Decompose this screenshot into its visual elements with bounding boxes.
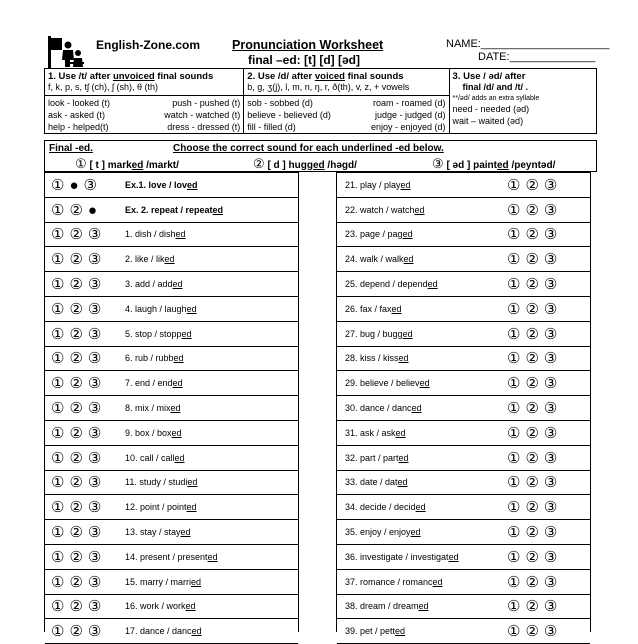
item-word: 4. laugh / laugh <box>125 303 187 314</box>
item-word: 24. walk / walk <box>345 254 404 265</box>
item-word: 34. decide / decid <box>345 502 416 513</box>
item-text <box>345 229 413 239</box>
answer-circles[interactable]: ①②③ <box>51 251 107 269</box>
answer-circles[interactable]: ①②③ <box>507 598 563 616</box>
item-text <box>125 453 185 463</box>
item-ending: ed <box>395 427 406 438</box>
rule-ed <box>450 69 596 133</box>
rule-example: wait – waited (əd) <box>452 116 524 126</box>
item-word: 31. ask / ask <box>345 427 396 438</box>
table-row <box>337 396 590 421</box>
rules-table <box>44 68 597 134</box>
item-word: 12. point / point <box>125 502 187 513</box>
table-row <box>337 520 590 545</box>
answer-circles[interactable]: ①②③ <box>51 226 107 244</box>
table-row <box>45 223 298 248</box>
answer-circles[interactable]: ①②③ <box>507 276 563 294</box>
table-row <box>45 570 298 595</box>
item-word: 30. dance / danc <box>345 403 412 414</box>
answer-circles[interactable]: ①②③ <box>51 499 107 517</box>
date-field[interactable]: DATE:______________ <box>478 51 596 63</box>
answer-circles[interactable]: ①②● <box>51 201 102 219</box>
table-row <box>45 545 298 570</box>
item-text <box>125 403 181 413</box>
table-row <box>337 446 590 471</box>
answer-circles[interactable]: ①②③ <box>507 201 563 219</box>
item-ending: ed <box>391 303 402 314</box>
rule-unvoiced <box>45 69 244 133</box>
item-word: 39. pet / pett <box>345 626 396 637</box>
answer-circles[interactable]: ①②③ <box>51 375 107 393</box>
item-word: 3. add / add <box>125 279 173 290</box>
item-text <box>345 254 414 264</box>
item-ending: ed <box>187 179 198 190</box>
rule-example-row <box>48 122 240 133</box>
rule-heading: 1. Use /t/ after unvoiced final sounds <box>48 71 214 82</box>
instructions-box <box>44 140 597 172</box>
item-text <box>125 205 223 215</box>
table-row <box>45 198 298 223</box>
item-text <box>345 304 402 314</box>
item-ending: ed <box>410 527 421 538</box>
worksheet-subtitle: final –ed: [t] [d] [əd] <box>248 53 360 67</box>
table-row <box>45 347 298 372</box>
item-ending: ed <box>187 477 198 488</box>
answer-circles[interactable]: ①②③ <box>51 474 107 492</box>
item-word: 27. bug / bugg <box>345 328 403 339</box>
table-row <box>45 495 298 520</box>
item-ending: ed <box>172 378 183 389</box>
answer-circles[interactable]: ①②③ <box>51 524 107 542</box>
table-row <box>337 223 590 248</box>
item-word: 2. like / lik <box>125 254 165 265</box>
item-ending: ed <box>448 551 459 562</box>
rule-example: push - pushed (t) <box>172 98 241 108</box>
item-word: 7. end / end <box>125 378 173 389</box>
item-ending: ed <box>402 229 413 240</box>
rule-sounds: b, g, ʒ(j), l, m, n, ŋ, r, ð(th), v, z, + vowels <box>244 82 448 96</box>
item-word: 15. marry / marri <box>125 576 192 587</box>
item-word: 29. believe / believ <box>345 378 420 389</box>
item-ending: ed <box>402 328 413 339</box>
item-word: 13. stay / stay <box>125 527 181 538</box>
item-word: 35. enjoy / enjoy <box>345 527 411 538</box>
item-word: 32. part / part <box>345 452 399 463</box>
table-row <box>45 173 298 198</box>
rule-heading: 2. Use /d/ after voiced final sounds <box>247 71 404 82</box>
right-items-table <box>336 172 591 641</box>
rule-example: sob - sobbed (d) <box>247 98 313 108</box>
name-field[interactable]: NAME:_____________________ <box>446 38 610 50</box>
item-text <box>125 254 175 264</box>
answer-circles[interactable]: ①②③ <box>51 325 107 343</box>
answer-circles[interactable]: ①②③ <box>507 524 563 542</box>
item-ending: ed <box>398 353 409 364</box>
item-word: 8. mix / mix <box>125 403 171 414</box>
item-text <box>345 205 425 215</box>
table-row <box>337 471 590 496</box>
answer-circles[interactable]: ①②③ <box>507 300 563 318</box>
item-word: 16. work / work <box>125 601 186 612</box>
answer-circles[interactable]: ①②③ <box>51 598 107 616</box>
item-text <box>125 378 183 388</box>
answer-circles[interactable]: ①②③ <box>507 548 563 566</box>
rule-example-row <box>247 98 445 109</box>
item-text <box>345 453 409 463</box>
table-row <box>45 272 298 297</box>
item-text <box>125 577 201 587</box>
item-ending: ed <box>191 626 202 637</box>
table-row <box>337 595 590 620</box>
table-row <box>45 471 298 496</box>
item-text <box>345 527 421 537</box>
answer-circles[interactable]: ①②③ <box>507 176 563 194</box>
table-row <box>45 371 298 396</box>
item-text <box>345 502 426 512</box>
teacher-student-logo-icon <box>48 36 84 68</box>
item-ending: ed <box>432 576 443 587</box>
item-text <box>345 329 413 339</box>
item-word: 25. depend / depend <box>345 279 428 290</box>
item-ending: ed <box>397 477 408 488</box>
item-ending: ed <box>191 576 202 587</box>
site-name: English-Zone.com <box>96 38 201 52</box>
rule-voiced <box>244 69 449 133</box>
item-text <box>125 502 197 512</box>
table-row <box>45 247 298 272</box>
item-text <box>125 626 202 636</box>
item-text <box>125 428 182 438</box>
item-ending: ed <box>164 254 175 265</box>
item-text <box>125 180 198 190</box>
item-ending: ed <box>180 527 191 538</box>
table-row <box>45 619 298 644</box>
table-row <box>45 520 298 545</box>
item-text <box>345 577 443 587</box>
rule-example-row <box>48 110 240 121</box>
answer-circles[interactable]: ①②③ <box>507 350 563 368</box>
answer-circles[interactable]: ①②③ <box>507 375 563 393</box>
table-row <box>45 446 298 471</box>
table-row <box>45 297 298 322</box>
item-text <box>125 229 186 239</box>
rule-example: dress - dressed (t) <box>167 122 241 132</box>
item-ending: ed <box>403 254 414 265</box>
table-row <box>45 322 298 347</box>
left-items-table <box>44 172 299 641</box>
item-text <box>345 601 429 611</box>
item-ending: ed <box>418 601 429 612</box>
item-ending: ed <box>171 427 182 438</box>
rule-sounds: f, k, p, s, tʃ (ch), ʃ (sh), θ (th) <box>45 82 243 96</box>
item-ending: ed <box>174 452 185 463</box>
answer-circles[interactable]: ①②③ <box>507 226 563 244</box>
answer-circles[interactable]: ①②③ <box>51 623 107 641</box>
item-ending: ed <box>212 204 224 215</box>
rule-example: watch - watched (t) <box>164 110 241 120</box>
answer-circles[interactable]: ①②③ <box>51 424 107 442</box>
rule-example-row <box>48 98 240 109</box>
rule-example-row <box>247 110 445 121</box>
rule-heading: 3. Use / əd/ after <box>452 71 526 82</box>
table-row <box>337 347 590 372</box>
item-ending: ed <box>181 328 192 339</box>
item-ending: ed <box>398 452 409 463</box>
item-ending: ed <box>400 179 411 190</box>
item-text <box>125 552 218 562</box>
item-word: 14. present / present <box>125 551 208 562</box>
item-text <box>125 304 197 314</box>
item-word: Ex.1. love / lov <box>125 179 188 190</box>
item-word: 10. call / call <box>125 452 175 463</box>
item-word: 37. romance / romanc <box>345 576 433 587</box>
item-ending: ed <box>414 204 425 215</box>
item-word: 23. page / pag <box>345 229 403 240</box>
item-text <box>345 428 406 438</box>
rule-example: roam - roamed (d) <box>373 98 446 108</box>
item-ending: ed <box>395 626 406 637</box>
rule-note: **/əd/ adds an extra syllable <box>452 95 540 102</box>
answer-circles[interactable]: ①②③ <box>507 573 563 591</box>
rule-heading-line2: final /d/ and /t/ . <box>462 82 529 92</box>
rule-example-row <box>247 122 445 133</box>
table-row <box>337 619 590 644</box>
answer-circles[interactable]: ①②③ <box>507 424 563 442</box>
answer-circles[interactable]: ①②③ <box>51 573 107 591</box>
item-ending: ed <box>186 502 197 513</box>
item-word: 28. kiss / kiss <box>345 353 399 364</box>
answer-circles[interactable]: ①②③ <box>507 400 563 418</box>
option-t: ① [ t ] marked /markt/ <box>75 156 179 171</box>
table-row <box>337 297 590 322</box>
answer-circles[interactable]: ①②③ <box>51 400 107 418</box>
item-text <box>345 403 422 413</box>
item-text <box>345 279 438 289</box>
item-word: 36. investigate / investigat <box>345 551 449 562</box>
answer-circles[interactable]: ①②③ <box>507 499 563 517</box>
table-row <box>337 570 590 595</box>
item-word: 1. dish / dish <box>125 229 176 240</box>
item-word: 26. fax / fax <box>345 303 392 314</box>
item-ending: ed <box>185 601 196 612</box>
section-label: Final -ed. <box>49 143 93 154</box>
item-text <box>345 353 409 363</box>
rule-example: need - needed (əd) <box>452 104 530 114</box>
table-row <box>337 421 590 446</box>
table-row <box>337 371 590 396</box>
answer-circles[interactable]: ①②③ <box>51 276 107 294</box>
answer-circles[interactable]: ①●③ <box>51 176 102 194</box>
rule-example: enjoy - enjoyed (d) <box>370 122 446 132</box>
answer-circles[interactable]: ①②③ <box>51 300 107 318</box>
item-text <box>125 353 184 363</box>
table-row <box>45 595 298 620</box>
worksheet-title: Pronunciation Worksheet <box>232 38 384 52</box>
table-row <box>337 173 590 198</box>
item-text <box>125 477 197 487</box>
item-ending: ed <box>186 303 197 314</box>
rule-example: look - looked (t) <box>48 98 111 108</box>
rule-example: judge - judged (d) <box>374 110 446 120</box>
answer-circles[interactable]: ①②③ <box>51 449 107 467</box>
item-text <box>125 601 196 611</box>
table-row <box>337 322 590 347</box>
item-text <box>125 279 183 289</box>
table-row <box>337 247 590 272</box>
table-row <box>337 198 590 223</box>
item-text <box>125 329 192 339</box>
item-text <box>125 527 191 537</box>
item-text <box>345 626 405 636</box>
item-ending: ed <box>419 378 430 389</box>
item-word: 9. box / box <box>125 427 172 438</box>
item-word: 6. rub / rubb <box>125 353 174 364</box>
answer-circles[interactable]: ①②③ <box>507 325 563 343</box>
option-ed: ③ [ əd ] painted /peyntəd/ <box>432 156 556 171</box>
item-text <box>345 477 408 487</box>
instruction-text: Choose the correct sound for each underlined -ed below. <box>173 143 444 154</box>
table-row <box>337 495 590 520</box>
item-word: 5. stop / stopp <box>125 328 182 339</box>
option-d: ② [ d ] hugged /həgd/ <box>253 156 357 171</box>
answer-circles[interactable]: ①②③ <box>507 474 563 492</box>
table-row <box>45 421 298 446</box>
rule-example: fill - filled (d) <box>247 122 296 132</box>
item-text <box>345 552 459 562</box>
item-ending: ed <box>172 279 183 290</box>
rule-example: ask - asked (t) <box>48 110 106 120</box>
table-row <box>45 396 298 421</box>
item-ending: ed <box>175 229 186 240</box>
answer-circles[interactable]: ①②③ <box>51 350 107 368</box>
item-ending: ed <box>415 502 426 513</box>
item-text <box>345 180 411 190</box>
item-word: 38. dream / dream <box>345 601 419 612</box>
answer-circles[interactable]: ①②③ <box>507 449 563 467</box>
item-word: 22. watch / watch <box>345 204 415 215</box>
item-word: 33. date / dat <box>345 477 398 488</box>
item-word: Ex. 2. repeat / repeat <box>125 204 213 215</box>
item-ending: ed <box>427 279 438 290</box>
item-word: 11. study / studi <box>125 477 188 488</box>
item-word: 21. play / play <box>345 179 401 190</box>
item-ending: ed <box>207 551 218 562</box>
answer-circles[interactable]: ①②③ <box>51 548 107 566</box>
item-ending: ed <box>173 353 184 364</box>
answer-circles[interactable]: ①②③ <box>507 251 563 269</box>
table-row <box>337 272 590 297</box>
item-word: 17. dance / danc <box>125 626 192 637</box>
item-ending: ed <box>411 403 422 414</box>
table-row <box>337 545 590 570</box>
item-text <box>345 378 430 388</box>
answer-circles[interactable]: ①②③ <box>507 623 563 641</box>
item-ending: ed <box>170 403 181 414</box>
rule-example: believe - believed (d) <box>247 110 331 120</box>
rule-example: help - helped(t) <box>48 122 109 132</box>
